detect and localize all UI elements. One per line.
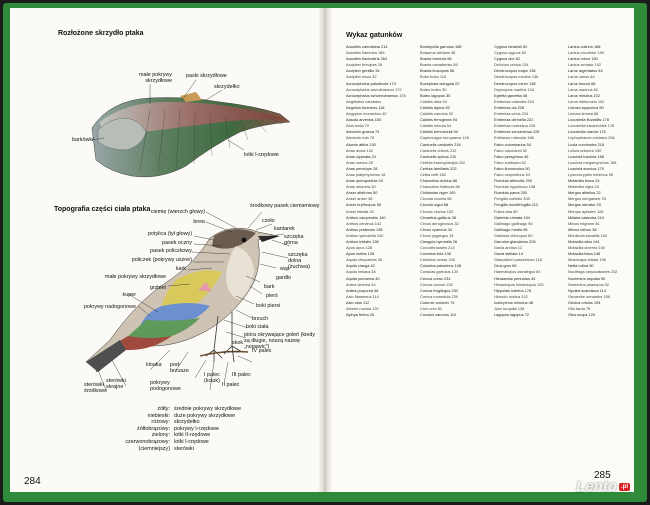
species-entry: Apus melba 128 xyxy=(346,251,375,257)
species-entry: Aythya ferina 26 xyxy=(346,312,375,318)
species-entry: Falco vespertinus 54 xyxy=(494,171,530,177)
species-entry: Fringilla montifringilla 212 xyxy=(494,202,539,208)
species-entry: Accipiter brevipes 28 xyxy=(346,62,383,68)
species-entry: Anas crecca 28 xyxy=(346,159,373,165)
species-entry: Coturnix coturnix 74 xyxy=(420,299,455,305)
label-skok: skok xyxy=(232,340,244,346)
species-entry: Haematopus ostralegus 84 xyxy=(494,269,541,275)
species-entry: Emberiza cia 226 xyxy=(494,104,525,110)
species-column-2 xyxy=(420,44,492,318)
species-entry: Nyctea scandiaca 114 xyxy=(568,287,606,293)
species-entry: Branta bernicla 58 xyxy=(420,56,452,62)
species-entry: Bubo bubo 116 xyxy=(420,74,447,80)
species-entry: Accipiter gentilis 34 xyxy=(346,68,380,74)
species-entry: Calidris alpina 92 xyxy=(420,104,450,110)
species-entry: Corvus frugilegus 230 xyxy=(420,287,458,293)
species-entry: Numenius arquata 90 xyxy=(568,275,606,281)
species-entry: Chlidonias niger 100 xyxy=(420,190,456,196)
label-male-pokrywy: małe pokrywy skrzydłowe xyxy=(104,274,166,280)
species-entry: Ficedula parva 200 xyxy=(494,190,528,196)
legend-row: czerwonobrązowy: lotki I-rzędowe xyxy=(125,438,209,445)
species-entry: Alauda arvensis 150 xyxy=(346,117,382,123)
species-entry: Alectoris graeca 74 xyxy=(346,129,380,135)
species-entry: Cygnus olor 62 xyxy=(494,56,521,62)
legend-row: żółty: średnie pokrywy skrzydłowe xyxy=(157,406,242,412)
species-entry: Gallinago gallinago 96 xyxy=(494,220,533,226)
species-entry: Lophophanes cristatus 206 xyxy=(568,135,615,141)
species-entry: Melanitta fusca 24 xyxy=(568,178,600,184)
species-entry: Melanitta nigra 24 xyxy=(568,184,599,190)
species-entry: Glaucidium passerinum 118 xyxy=(494,257,542,263)
species-entry: Larus canus 64 xyxy=(568,74,595,80)
label-was: wąs xyxy=(280,266,290,272)
species-entry: Jynx torquilla 138 xyxy=(494,306,525,312)
label-barkowki: barkówki xyxy=(72,137,94,143)
species-entry: Larus marinus 62 xyxy=(568,86,599,92)
species-entry: Falco naumanni 52 xyxy=(494,147,528,153)
species-entry: Apus apus 128 xyxy=(346,245,372,251)
species-entry: Falco peregrinus 46 xyxy=(494,153,529,159)
species-entry: Himantopus himantopus 100 xyxy=(494,281,544,287)
species-entry: Egretta garzetta 48 xyxy=(494,92,528,98)
species-entry: Acrocephalus arundinaceus 172 xyxy=(346,86,402,92)
species-entry: Ixobrychus minutus 48 xyxy=(494,299,533,305)
species-entry: Asio otus 112 xyxy=(346,299,370,305)
species-entry: Dendrocopos medius 136 xyxy=(494,74,539,80)
species-entry: Calidris ferruginea 94 xyxy=(420,117,457,123)
species-entry: Calidris alba 94 xyxy=(420,98,447,104)
page-number-right: 285 xyxy=(594,470,611,481)
species-entry: Alca torda 70 xyxy=(346,123,369,129)
species-entry: Larus argentatus 64 xyxy=(568,68,603,74)
species-entry: Milvus migrans 44 xyxy=(568,220,600,226)
label-pasek-ciemieniowy: środkowy pasek ciemieniowy xyxy=(250,203,320,209)
page-number-left: 284 xyxy=(24,476,41,487)
species-entry: Coracias garrulus 130 xyxy=(420,269,459,275)
species-entry: Acanthis flavirostris 264 xyxy=(346,56,388,62)
species-entry: Mergus serrator 20 xyxy=(568,202,601,208)
species-entry: Larus fuscus 66 xyxy=(568,80,596,86)
species-entry: Merops apiaster 128 xyxy=(568,208,604,214)
species-entry: Columba oenas 106 xyxy=(420,257,455,263)
label-szczeka-dolna: szczęka dolna (żuchwa) xyxy=(288,252,310,270)
species-entry: Cygnus bewickii 62 xyxy=(494,44,528,49)
species-entry: Carduelis carduelis 216 xyxy=(420,141,461,147)
species-entry: Aquila pomarina 40 xyxy=(346,275,380,281)
species-entry: Anas penelope 28 xyxy=(346,165,378,171)
species-entry: Galerida cristata 154 xyxy=(494,214,530,220)
label-bark: bark xyxy=(264,284,275,290)
label-palec-4: IV palec xyxy=(252,348,272,354)
legend-row: niebieski: duże pokrywy skrzydłowe xyxy=(147,412,236,419)
label-policzek: policzek (pokrywy uszne) xyxy=(131,257,192,263)
species-entry: Calidris temminckii 94 xyxy=(420,129,458,135)
species-entry: Charadrius hiaticula 86 xyxy=(420,184,460,190)
label-ciemie: ciemię (wierzch głowy) xyxy=(150,209,205,215)
species-entry: Coccothraustes 214 xyxy=(420,245,455,251)
species-entry: Cuculus canorus 110 xyxy=(420,312,457,318)
species-entry: Lullula arborea 150 xyxy=(568,147,602,153)
species-entry: Grus grus 66 xyxy=(494,263,517,269)
species-entry: Locustella naevia 176 xyxy=(568,129,606,135)
species-entry: Carduelis chloris 212 xyxy=(420,147,457,153)
species-entry: Luscinia luscinia 168 xyxy=(568,153,604,159)
species-entry: Crex crex 82 xyxy=(420,306,443,312)
species-entry: Gallinula chloropus 80 xyxy=(494,232,533,238)
species-entry: Anthus trivialis 138 xyxy=(346,239,379,244)
label-kantarek: kantarek xyxy=(274,226,295,232)
species-entry: Anas clypeata 24 xyxy=(346,153,376,159)
species-entry: Larus ridibundus 102 xyxy=(568,98,605,104)
label-brew: brew xyxy=(193,219,205,225)
label-pokrywy-podogonowe: pokrywy podogonowe xyxy=(150,380,181,392)
species-entry: Aegypius monachus 40 xyxy=(346,111,387,117)
species-entry: Limosa limosa 88 xyxy=(568,111,599,117)
species-entry: Falco subbuteo 52 xyxy=(494,159,527,165)
species-entry: Numenius phaeopus 92 xyxy=(568,281,610,287)
label-kloaka: kloaka xyxy=(146,362,162,368)
species-entry: Netta rufina 30 xyxy=(568,263,594,269)
species-entry: Ciconia ciconia 68 xyxy=(420,196,452,202)
species-entry: Athene noctua 120 xyxy=(346,306,379,312)
legend-row: (ciemniejszy) sterówki xyxy=(138,445,194,452)
species-entry: Circus aeruginosus 32 xyxy=(420,220,459,226)
species-entry: Caprimulgus europaeus 126 xyxy=(420,135,469,141)
species-entry: Emberiza cirlus 224 xyxy=(494,111,529,117)
species-entry: Accipiter nisus 32 xyxy=(346,74,377,80)
label-pasek-oczny: pasek oczny xyxy=(162,240,192,246)
label-brzuch: brzuch xyxy=(252,316,269,322)
species-entry: Corvus corax 234 xyxy=(420,275,451,281)
species-entry: Gavia arctica 12 xyxy=(494,245,523,251)
watermark-text: Lento xyxy=(576,478,617,495)
species-entry: Locustella fluviatilis 178 xyxy=(568,117,609,123)
species-entry: Branta leucopsis 56 xyxy=(420,68,455,74)
species-entry: Acrocephalus schoenobaenus 174 xyxy=(346,92,406,98)
species-entry: Delichon urbica 134 xyxy=(494,62,529,68)
color-legend xyxy=(118,406,241,452)
label-potylica: potylica (tył głowy) xyxy=(147,231,192,237)
lento-watermark xyxy=(576,478,630,495)
watermark-suffix: .pl xyxy=(621,483,628,490)
species-entry: Asio flammeus 114 xyxy=(346,293,379,299)
species-entry: Bombycilla garrulus 188 xyxy=(420,44,462,49)
species-entry: Corvus monedula 230 xyxy=(420,293,459,299)
species-entry: Larus minutus 102 xyxy=(568,92,601,98)
label-male-pokrywy-wing: małe pokrywy skrzydłowe xyxy=(139,72,172,84)
species-entry: Ardea purpurea 46 xyxy=(346,287,379,293)
species-entry: Acanthis flammea 186 xyxy=(346,50,385,56)
species-entry: Dryocopus martius 134 xyxy=(494,86,535,92)
label-pasek-policzkowy: pasek policzkowy xyxy=(150,248,192,254)
species-entry: Calidris canutus 92 xyxy=(420,111,454,117)
legend-row: zielony: lotki II-rzędowe xyxy=(151,432,211,439)
species-entry: Hippolais icterina 176 xyxy=(494,287,532,293)
species-entry: Motacilla cinerea 146 xyxy=(568,245,605,251)
species-entry: Dendrocopos major 136 xyxy=(494,68,536,74)
topography-heading: Topografia części ciała ptaka xyxy=(54,206,151,213)
species-entry: Anas acuta 132 xyxy=(346,147,374,153)
species-entry: Otus scops 120 xyxy=(568,312,596,318)
species-entry: Lanius minor 190 xyxy=(568,56,598,62)
species-entry: Certhia brachydactyla 202 xyxy=(420,159,466,165)
species-entry: Fringilla coelebs 208 xyxy=(494,196,530,202)
species-entry: Columba livia 106 xyxy=(420,251,451,257)
species-entry: Calidris minuta 94 xyxy=(420,123,452,129)
species-entry: Falco columbarius 54 xyxy=(494,141,531,147)
species-entry: Columba palumbus 108 xyxy=(420,263,462,269)
label-palec-3: III palec xyxy=(232,372,251,378)
species-entry: Motacilla alba 144 xyxy=(568,239,600,244)
species-entry: Nucifraga caryocatactes 232 xyxy=(568,269,618,275)
legend-row: różowy: skrzydełko xyxy=(151,419,200,426)
species-entry: Branta canadensis 56 xyxy=(420,62,458,68)
label-boki-piersi: boki piersi xyxy=(256,303,281,309)
species-entry: Aegolius funereus 118 xyxy=(346,104,385,110)
species-entry: Anser anser 36 xyxy=(346,196,373,202)
label-skrzydelko: skrzydełko xyxy=(214,84,240,90)
label-piers: pierś xyxy=(266,293,278,299)
species-entry: Corvus corone 232 xyxy=(420,281,453,287)
species-entry: Anas querquedula 20 xyxy=(346,178,383,184)
species-entry: Erithacus rubecula 166 xyxy=(494,135,534,141)
species-entry: Hirundo rustica 132 xyxy=(494,293,528,299)
species-entry: Anser albifrons 50 xyxy=(346,190,378,196)
label-kark: kark xyxy=(175,266,186,272)
species-entry: Emberiza schoeniclus 228 xyxy=(494,129,540,135)
species-entry: Cettia cetti 182 xyxy=(420,171,446,177)
species-entry: Limosa lapponica 90 xyxy=(568,104,604,110)
species-entry: Falco tinnunculus 50 xyxy=(494,165,530,171)
species-entry: Dendrocopos minor 138 xyxy=(494,80,536,86)
species-entry: Alectoris rufa 76 xyxy=(346,135,375,141)
species-entry: Certhia familiaris 202 xyxy=(420,165,457,171)
species-entry: Ficedula hypoleuca 198 xyxy=(494,184,536,190)
species-entry: Gavia stellata 14 xyxy=(494,251,523,257)
species-entry: Anthus spinoletta 140 xyxy=(346,232,384,238)
wing-heading: Rozłożone skrzydło ptaka xyxy=(58,30,144,37)
species-column-4 xyxy=(568,44,640,318)
species-entry: Cygnus cygnus 60 xyxy=(494,50,527,56)
label-palec-1: I palec (kciuk) xyxy=(204,372,220,384)
species-entry: Aquila clanga 42 xyxy=(346,263,375,269)
species-entry: Circus pygargus 34 xyxy=(420,232,454,238)
label-czolo: czoło xyxy=(262,218,275,224)
species-entry: Luscinia svecica 170 xyxy=(568,165,604,171)
species-column-1 xyxy=(346,44,418,318)
species-entry: Oriolus oriolus 194 xyxy=(568,299,601,305)
species-entry: Charadrius dubius 88 xyxy=(420,178,457,184)
species-entry: Anser fabalis 42 xyxy=(346,208,374,214)
label-sterowki-srodkowe: sterówki środkowe xyxy=(84,382,108,394)
species-entry: Lanius collurio 188 xyxy=(568,44,601,49)
label-lotki-1-rzedowe: lotki I-rzędowe xyxy=(244,152,279,158)
species-entry: Lanius excubitor 190 xyxy=(568,50,604,56)
species-entry: Buteo buteo 30 xyxy=(420,86,447,92)
species-entry: Hieraaetus pennatus 44 xyxy=(494,275,536,281)
label-podbrzusze: pod- brzusze xyxy=(170,362,189,374)
species-entry: Ciconia nigra 68 xyxy=(420,202,449,208)
species-entry: Bucephala clangula 22 xyxy=(420,80,460,86)
label-pokrywy-nadogonowe: pokrywy nadogonowe xyxy=(83,304,136,310)
label-gardlo: gardło xyxy=(276,275,291,281)
species-entry: Locustella luscinioides 178 xyxy=(568,123,615,129)
species-entry: Aquila heliaca 38 xyxy=(346,269,376,275)
species-entry: Lagopus lagopus 72 xyxy=(494,312,530,318)
label-palec-2: II palec xyxy=(222,382,240,388)
species-entry: Miliaria calandra 224 xyxy=(568,214,604,220)
species-entry: Anthus pratensis 138 xyxy=(346,226,383,232)
species-entry: Anser erythropus 50 xyxy=(346,202,382,208)
species-entry: Lymnocryptes minimus 96 xyxy=(568,171,614,177)
species-entry: Milvus milvus 36 xyxy=(568,226,597,232)
species-entry: Oenanthe oenanthe 156 xyxy=(568,293,610,299)
species-entry: Aquila chrysaetos 36 xyxy=(346,257,383,263)
species-entry: Luscinia megarhynchos 168 xyxy=(568,159,617,165)
label-paski-skrzydlowe: paski skrzydłowe xyxy=(186,73,227,79)
species-entry: Acrocephalus paludicola 174 xyxy=(346,80,396,86)
species-entry: Mergus albellus 22 xyxy=(568,190,601,196)
species-entry: Carduelis spinus 210 xyxy=(420,153,457,159)
legend-row: żółtobrązowy: pokrywy I-rzędowe xyxy=(137,425,219,432)
species-entry: Loxia curvirostra 218 xyxy=(568,141,605,147)
species-entry: Aegithalos caudatus xyxy=(346,98,382,104)
species-entry: Botaurus stellaris 48 xyxy=(420,50,456,56)
label-szczeka-gorna: szczęka górna xyxy=(284,234,304,246)
label-grzbiet: grzbiet xyxy=(149,285,166,291)
label-piora-golen: pióra okrywające goleń (kiedy są długie, noszą nazwę „nogawic") xyxy=(244,332,316,350)
species-entry: Otis tarda 78 xyxy=(568,306,591,312)
species-column-3 xyxy=(494,44,566,318)
species-entry: Gallinago media 96 xyxy=(494,226,528,232)
species-entry: Anthus cervinus 142 xyxy=(346,220,382,226)
species-entry: Ardea cinerea 44 xyxy=(346,281,376,287)
species-entry: Anthus campestris 140 xyxy=(346,214,386,220)
label-kuper: kuper xyxy=(122,292,136,298)
species-index-heading: Wykaz gatunków xyxy=(346,32,403,39)
species-entry: Ficedula albicollis 200 xyxy=(494,178,533,184)
species-entry: Fulica atra 80 xyxy=(494,208,518,214)
spread-wing-illustration xyxy=(92,92,290,177)
species-entry: Circaetus gallicus 38 xyxy=(420,214,456,220)
species-entry: Mergus merganser 20 xyxy=(568,196,607,202)
species-entry: Emberiza citrinella 222 xyxy=(494,117,534,123)
species-entry: Circus cyaneus 34 xyxy=(420,226,453,232)
label-boki-ciala: boki ciała xyxy=(246,324,269,330)
species-entry: Lanius senator 192 xyxy=(568,62,602,68)
species-entry: Emberiza hortulana 226 xyxy=(494,123,536,129)
species-entry: Anas platyrhynchos 16 xyxy=(346,171,386,177)
species-entry: Anas strepera 30 xyxy=(346,184,376,190)
species-entry: Acanthis cannabina 214 xyxy=(346,44,388,49)
label-sterowki-skrajne: sterówki skrajne xyxy=(106,378,126,390)
species-entry: Alcedo atthis 130 xyxy=(346,141,376,147)
species-entry: Muscicapa striata 198 xyxy=(568,257,606,263)
species-entry: Motacilla flava 146 xyxy=(568,251,601,257)
species-entry: Cinclus cinclus 152 xyxy=(420,208,454,214)
species-entry: Clangula hyemalis 26 xyxy=(420,239,458,244)
species-entry: Emberiza calandra 224 xyxy=(494,98,535,104)
species-entry: Monticola saxatilis 160 xyxy=(568,232,608,238)
species-entry: Garrulus glandarius 228 xyxy=(494,239,536,244)
species-entry: Buteo lagopus 30 xyxy=(420,92,451,98)
